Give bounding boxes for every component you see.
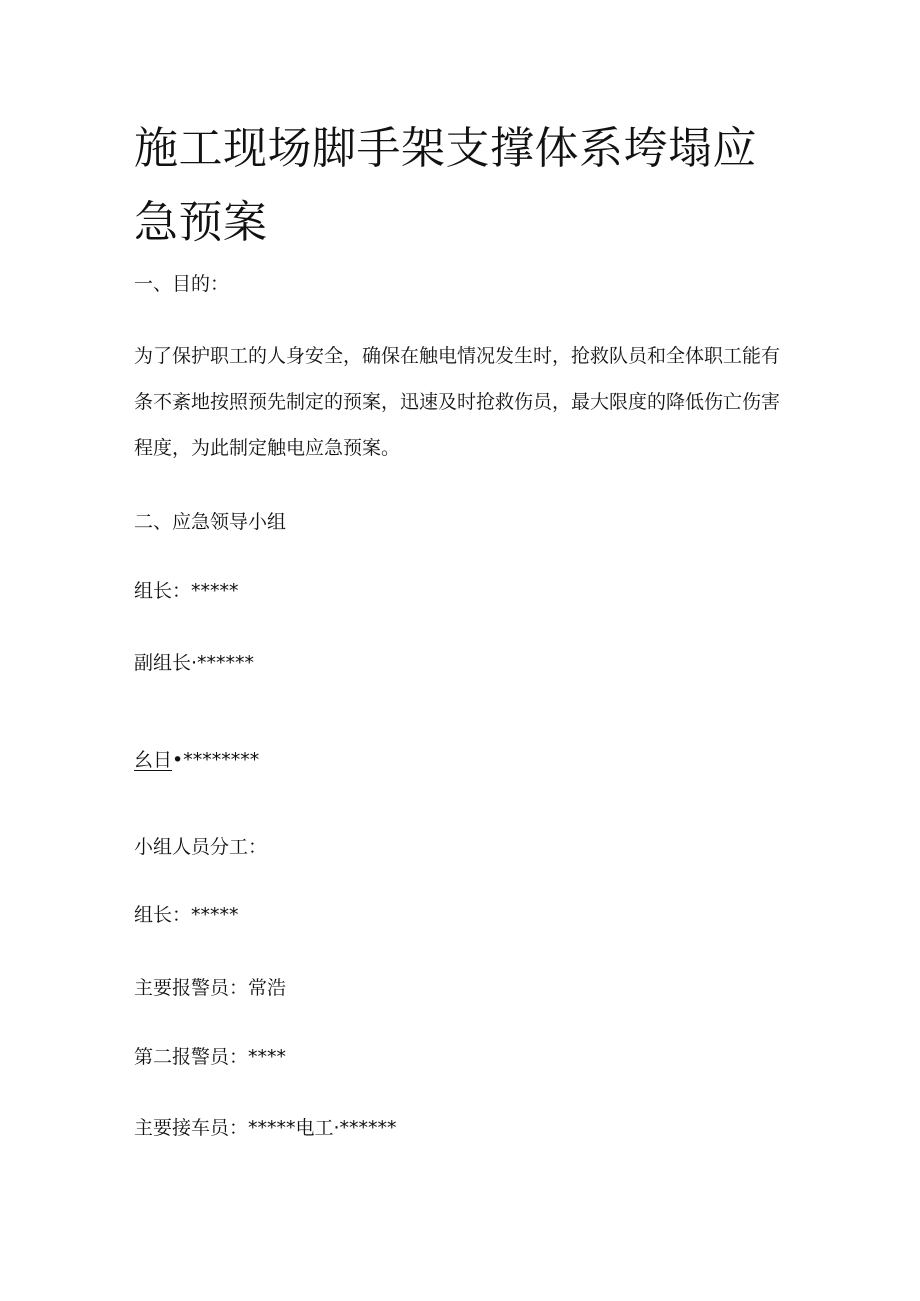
main-receiver-line: 主要接车员：*****电工·******	[134, 1117, 397, 1139]
section-2-heading: 二、应急领导小组	[134, 511, 287, 533]
second-alarm-line: 第二报警员：****	[134, 1046, 287, 1068]
division-heading: 小组人员分工：	[134, 836, 268, 858]
member-suffix: •********	[172, 749, 260, 771]
section-1-body: 为了保护职工的人身安全，确保在触电情况发生时，抢救队员和全体职工能有条不紊地按照预先制定的预案，迅速及时抢救伤员，最大限度的降低伤亡伤害程度，为此制定触电应急预案。	[134, 345, 781, 459]
member-line	[134, 745, 259, 775]
leader-line: 组长：*****	[134, 580, 239, 602]
division-leader-line: 组长：*****	[134, 904, 239, 926]
member-prefix: 幺日	[134, 749, 173, 771]
document-title: 施工现场脚手架支撑体系垮塌应急预案	[134, 123, 757, 248]
main-alarm-line: 主要报警员：常浩	[134, 977, 287, 999]
deputy-leader-line: 副组长·******	[134, 652, 255, 674]
section-1-heading: 一、目的：	[134, 273, 230, 295]
